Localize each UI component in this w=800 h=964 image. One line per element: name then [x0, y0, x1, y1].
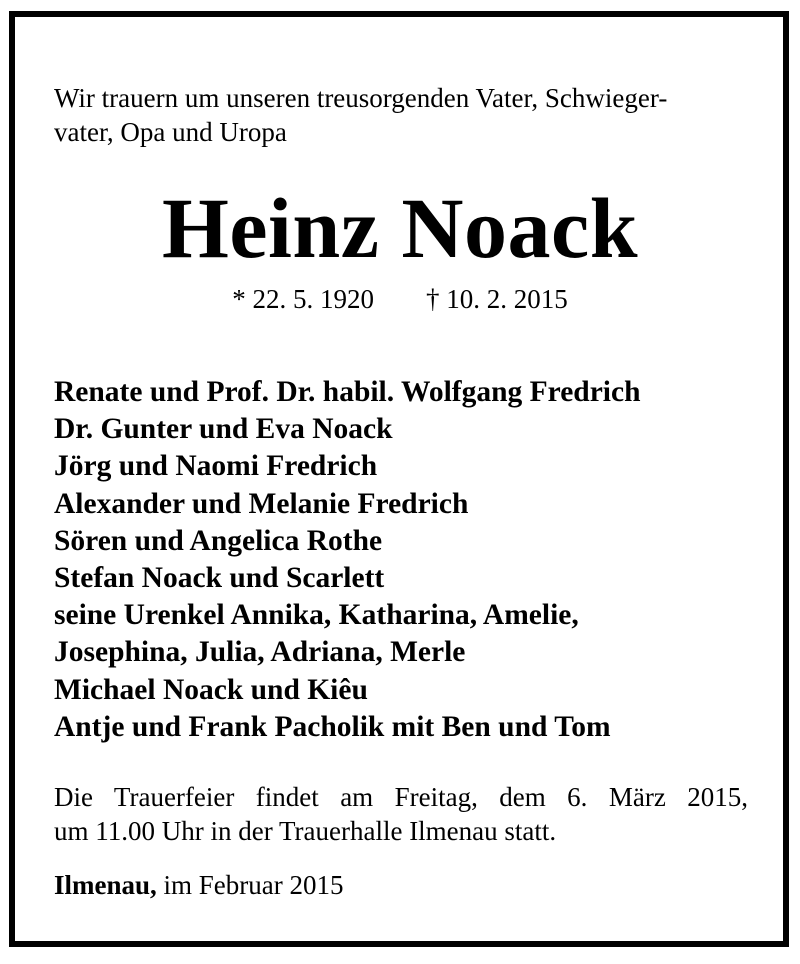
death-date: † 10. 2. 2015: [426, 284, 568, 314]
mourner-line: Jörg und Naomi Fredrich: [54, 450, 378, 483]
ceremony-info: [54, 780, 748, 848]
intro-text: [54, 81, 748, 149]
mourner-line: Michael Noack und Kiêu: [54, 673, 368, 706]
mourner-line: Alexander und Melanie Fredrich: [54, 487, 469, 520]
mourner-line: Renate und Prof. Dr. habil. Wolfgang Fredrich: [54, 376, 641, 408]
mourner-line: seine Urenkel Annika, Katharina, Amelie,: [54, 599, 579, 632]
deceased-name: Heinz Noack: [161, 180, 639, 276]
mourner-line: Dr. Gunter und Eva Noack: [54, 413, 393, 446]
notice-date: im Februar 2015: [163, 870, 344, 900]
mourner-line: Sören und Angelica Rothe: [54, 524, 383, 557]
mourner-line: Josephina, Julia, Adriana, Merle: [54, 636, 466, 669]
mourners-list: [54, 374, 754, 746]
intro-line-2: vater, Opa und Uropa: [54, 117, 287, 147]
life-dates: [0, 283, 800, 315]
ceremony-line-1: Die Trauerfeier findet am Freitag, dem 6. März 2015,: [54, 782, 748, 812]
intro-line-1: Wir trauern um unseren treusorgenden Vater, Schwieger-: [54, 83, 668, 113]
birth-date: * 22. 5. 1920: [232, 284, 374, 314]
mourner-line: Stefan Noack und Scarlett: [54, 562, 385, 595]
ceremony-line-2: um 11.00 Uhr in der Trauerhalle Ilmenau statt.: [54, 816, 557, 846]
place-name: Ilmenau,: [54, 870, 157, 900]
place-date: [54, 868, 344, 902]
mourner-line: Antje und Frank Pacholik mit Ben und Tom: [54, 710, 611, 743]
